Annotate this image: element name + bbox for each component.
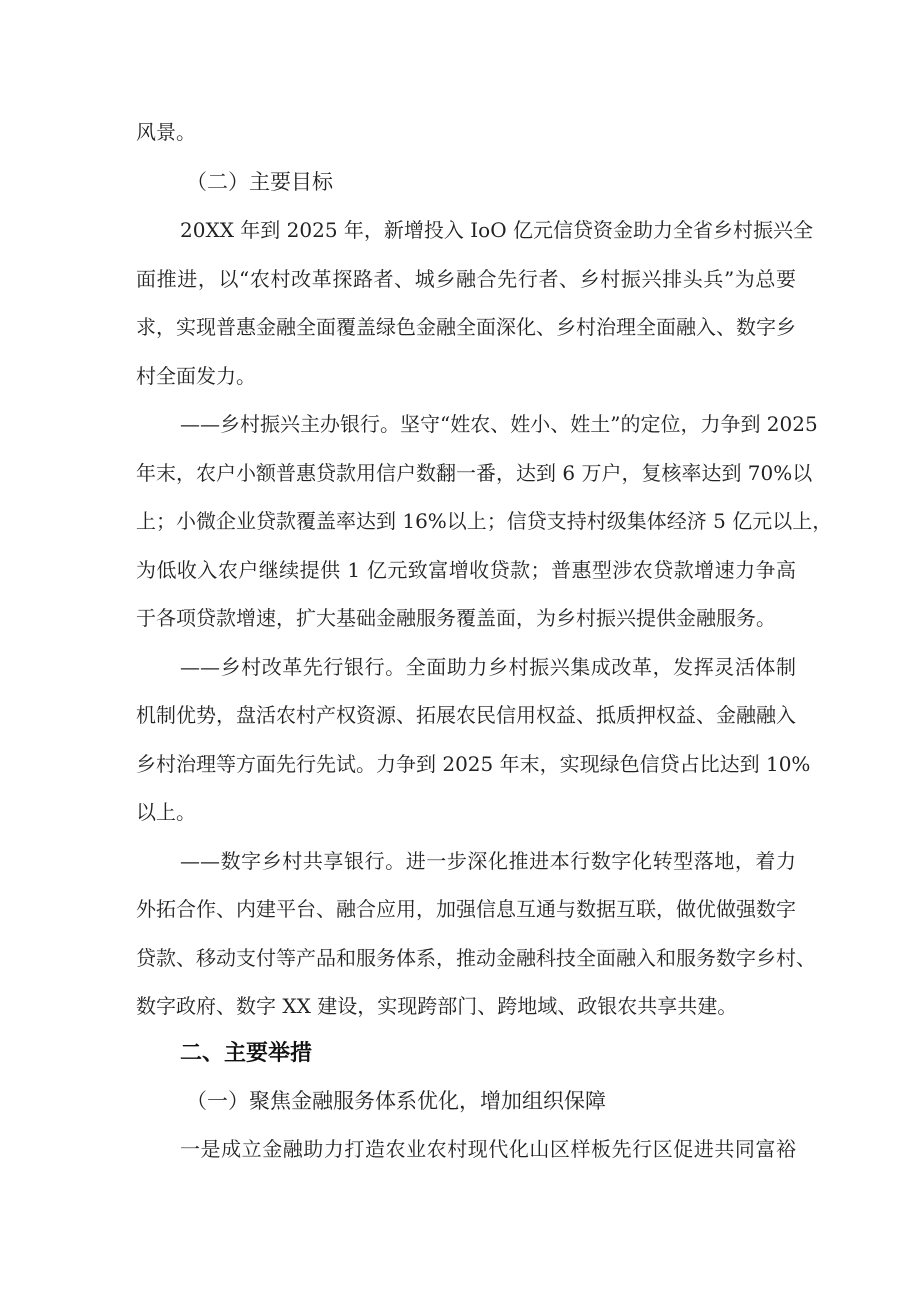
goals-paragraph-1-line-1: 20XX 年到 2025 年，新增投入 IoO 亿元信贷资金助力全省乡村振兴全 [180, 218, 813, 242]
goals-paragraph-4-line-2: 外拓合作、内建平台、融合应用，加强信息互通与数据互联，做优做强数字 [136, 897, 796, 921]
goals-paragraph-4-line-4: 数字政府、数字 XX 建设，实现跨部门、跨地域、政银农共享共建。 [136, 994, 738, 1018]
goals-paragraph-3-line-1: ——乡村改革先行银行。全面助力乡村振兴集成改革，发挥灵活体制 [180, 655, 796, 679]
goals-paragraph-2-line-5: 于各项贷款增速，扩大基础金融服务覆盖面，为乡村振兴提供金融服务。 [136, 606, 776, 630]
section-measures-subheading: （一）聚焦金融服务体系优化，增加组织保障 [186, 1089, 606, 1113]
goals-paragraph-3-line-2: 机制优势，盘活农村产权资源、拓展农民信用权益、抵质押权益、金融融入 [136, 703, 796, 727]
goals-paragraph-4-line-1: ——数字乡村共享银行。进一步深化推进本行数字化转型落地，着力 [180, 849, 796, 873]
goals-paragraph-1-line-2: 面推进，以“农村改革探路者、城乡融合先行者、乡村振兴排头兵”为总要 [136, 267, 796, 291]
section-measures-heading: 二、主要举措 [180, 1041, 313, 1066]
goals-paragraph-3-line-4: 以上。 [136, 800, 196, 824]
goals-paragraph-2-line-4: 为低收入农户继续提供 1 亿元致富增收贷款；普惠型涉农贷款增速力争高 [136, 558, 796, 582]
goals-paragraph-2-line-3: 上；小微企业贷款覆盖率达到 16%以上；信贷支持村级集体经济 5 亿元以上， [136, 509, 833, 533]
goals-paragraph-1-line-4: 村全面发力。 [136, 364, 256, 388]
measures-paragraph-1-line-1: 一是成立金融助力打造农业农村现代化山区样板先行区促进共同富裕 [180, 1137, 796, 1161]
intro-tail-text: 风景。 [136, 120, 196, 144]
goals-paragraph-4-line-3: 贷款、移动支付等产品和服务体系，推动金融科技全面融入和服务数字乡村、 [136, 946, 816, 970]
section-goals-heading: （二）主要目标 [186, 170, 333, 194]
goals-paragraph-3-line-3: 乡村治理等方面先行先试。力争到 2025 年末，实现绿色信贷占比达到 10% [136, 752, 811, 776]
goals-paragraph-1-line-3: 求，实现普惠金融全面覆盖绿色金融全面深化、乡村治理全面融入、数字乡 [136, 315, 796, 339]
goals-paragraph-2-line-1: ——乡村振兴主办银行。坚守“姓农、姓小、姓土”的定位，力争到 2025 [180, 412, 818, 436]
goals-paragraph-2-line-2: 年末，农户小额普惠贷款用信户数翻一番，达到 6 万户，复核率达到 70%以 [136, 461, 813, 485]
